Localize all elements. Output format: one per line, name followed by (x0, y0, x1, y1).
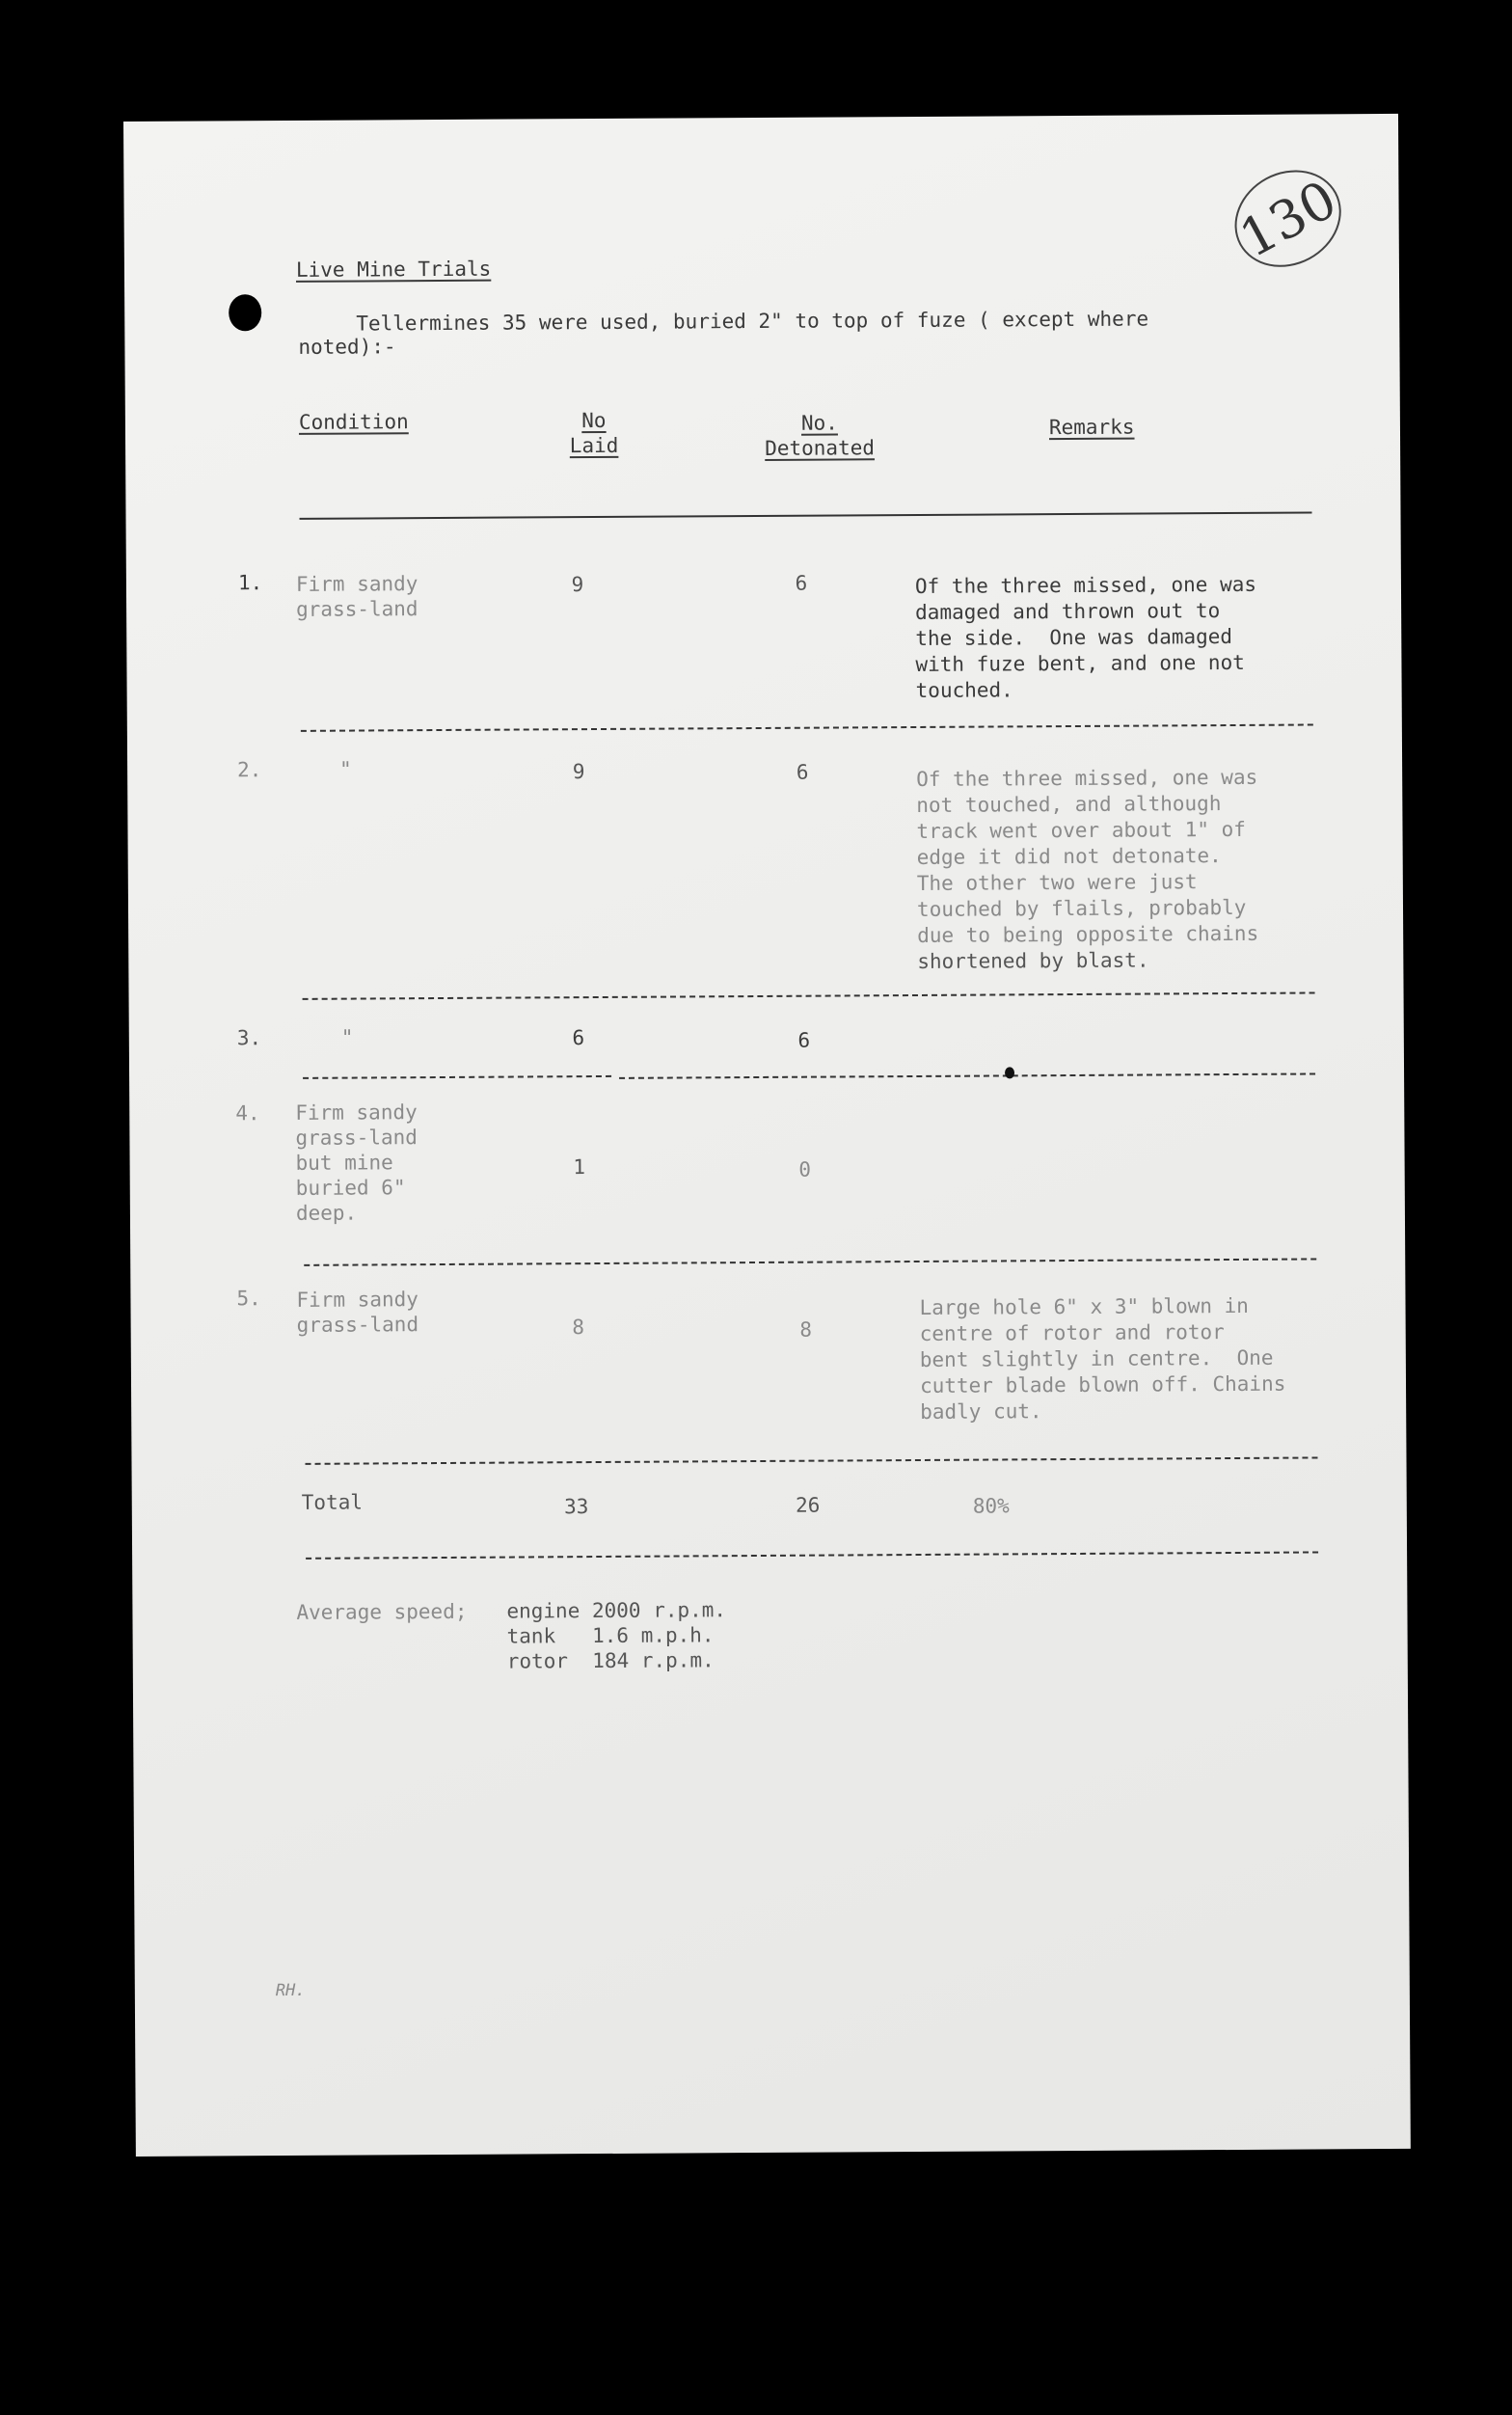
remarks-line: shortened by blast. (917, 948, 1149, 973)
row-number: 5. (236, 1287, 261, 1311)
row-number: 1. (237, 571, 263, 595)
remarks-line: due to being opposite chains (917, 921, 1259, 947)
total-rule (306, 1551, 1318, 1559)
condition-line: buried 6" (295, 1176, 406, 1200)
condition-line: but mine (295, 1151, 393, 1175)
detonated-value: 6 (796, 760, 809, 784)
detonated-value: 8 (799, 1317, 813, 1342)
condition-line: " (340, 1025, 354, 1049)
remarks-line: damaged and thrown out to (915, 599, 1221, 624)
condition-line: " (339, 757, 352, 781)
row-rule (301, 723, 1313, 731)
header-no-laid-1: No (581, 408, 607, 433)
row-rule (619, 1072, 1315, 1078)
detonated-value: 0 (798, 1157, 812, 1181)
intro-line-1: Tellermines 35 were used, buried 2" to top of fuze ( except where (356, 307, 1149, 336)
header-no-det-2: Detonated (765, 436, 876, 460)
remarks-line: cutter blade blown off. Chains (919, 1371, 1286, 1397)
remarks-line: Large hole 6" x 3" blown in (919, 1293, 1249, 1319)
condition-line: Firm sandy (295, 1100, 418, 1125)
total-percent: 80% (972, 1494, 1010, 1518)
speed-label: Average speed; (296, 1599, 468, 1624)
remarks-line: edge it did not detonate. (916, 844, 1222, 869)
remarks-line: touched by flails, probably (916, 895, 1247, 921)
condition-line: deep. (295, 1201, 358, 1225)
remarks-line: Of the three missed, one was (914, 572, 1257, 598)
total-detonated: 26 (796, 1493, 821, 1517)
remarks-line: The other two were just (916, 870, 1198, 895)
laid-value: 9 (571, 573, 584, 597)
row-rule (303, 1075, 611, 1079)
speed-tank: tank 1.6 m.p.h. (506, 1623, 715, 1648)
remarks-line: with fuze bent, and one not (915, 650, 1245, 676)
laid-value: 1 (573, 1155, 586, 1180)
total-laid: 33 (564, 1495, 589, 1519)
ink-spot (1005, 1067, 1014, 1078)
document-page (123, 114, 1411, 2157)
remarks-line: track went over about 1" of (916, 817, 1246, 843)
page-title: Live Mine Trials (295, 257, 492, 282)
row-number: 4. (235, 1101, 260, 1126)
laid-value: 9 (572, 760, 585, 784)
remarks-line: bent slightly in centre. One (919, 1345, 1274, 1371)
speed-engine: engine 2000 r.p.m. (506, 1598, 727, 1623)
folio-number: 130 (1218, 151, 1359, 285)
condition-line: Firm sandy (296, 1288, 418, 1312)
remarks-line: the side. One was damaged (915, 624, 1233, 650)
laid-value: 6 (572, 1026, 585, 1050)
header-condition: Condition (298, 410, 409, 434)
total-label: Total (301, 1490, 364, 1514)
remarks-line: not touched, and although (916, 792, 1222, 817)
header-no-det-1: No. (800, 411, 838, 435)
row-rule (303, 991, 1315, 999)
initials: RH. (275, 1980, 306, 2001)
header-no-laid-2: Laid (569, 433, 619, 458)
row-number: 2. (237, 758, 262, 782)
row-number: 3. (236, 1026, 262, 1050)
row-rule (304, 1258, 1316, 1265)
intro-line-2: noted):- (298, 335, 396, 359)
remarks-line: badly cut. (920, 1399, 1042, 1424)
header-remarks: Remarks (1048, 415, 1135, 440)
detonated-value: 6 (797, 1028, 811, 1052)
remarks-line: centre of rotor and rotor (919, 1320, 1225, 1345)
condition-line: grass-land (295, 1126, 418, 1150)
remarks-line: Of the three missed, one was (916, 765, 1258, 791)
laid-value: 8 (572, 1316, 585, 1340)
detonated-value: 6 (795, 571, 808, 595)
condition-line: grass-land (296, 597, 418, 621)
remarks-line: touched. (915, 678, 1013, 702)
punch-hole (229, 294, 261, 331)
header-rule (300, 511, 1312, 519)
row-rule (305, 1456, 1317, 1464)
condition-line: Firm sandy (295, 572, 418, 596)
condition-line: grass-land (296, 1313, 419, 1337)
speed-rotor: rotor 184 r.p.m. (506, 1648, 715, 1673)
